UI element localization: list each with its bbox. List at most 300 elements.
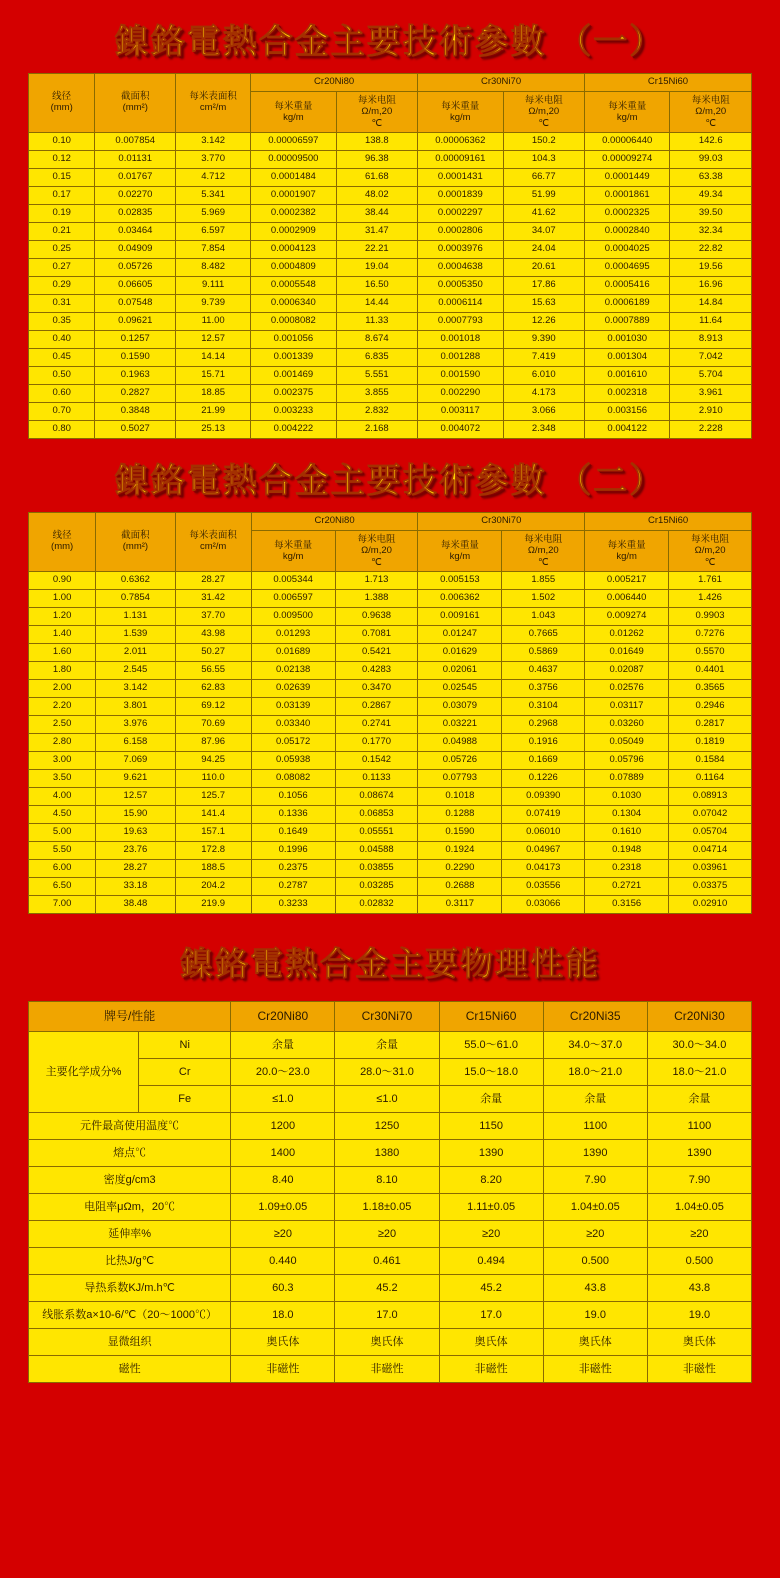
- table-cell: 0.0006189: [585, 295, 670, 313]
- table-cell: 30.0～34.0: [647, 1032, 751, 1059]
- table-cell: 0.2375: [251, 860, 335, 878]
- table-cell: 0.05726: [418, 752, 502, 770]
- table-row: [29, 770, 752, 788]
- table-cell: 0.0005350: [418, 277, 503, 295]
- table-cell: 0.5570: [669, 644, 752, 662]
- table-cell: 1.388: [335, 590, 418, 608]
- header-weight-2: 每米重量 kg/m: [418, 531, 502, 572]
- header-alloy-grade: Cr30Ni70: [335, 1002, 439, 1032]
- table-row: [29, 421, 752, 439]
- table-row: [29, 187, 752, 205]
- row-label-property: 线胀系数a×10-6/℃（20～1000℃）: [29, 1302, 231, 1329]
- table-cell: 49.34: [670, 187, 752, 205]
- table-cell: 奥氏体: [231, 1329, 335, 1356]
- row-label-element: Cr: [139, 1059, 231, 1086]
- table-cell: 41.62: [503, 205, 584, 223]
- table-cell: 8.40: [231, 1167, 335, 1194]
- table-cell: 43.8: [647, 1275, 751, 1302]
- table-cell: 0.07419: [502, 806, 585, 824]
- table-cell: 33.18: [96, 878, 175, 896]
- table-cell: 非磁性: [335, 1356, 439, 1383]
- table-cell: 0.05172: [251, 734, 335, 752]
- table-cell: 9.621: [96, 770, 175, 788]
- table-cell: 3.00: [29, 752, 96, 770]
- table-cell: 0.0005548: [251, 277, 336, 295]
- table-cell: 0.1590: [95, 349, 176, 367]
- table-cell: 12.57: [96, 788, 175, 806]
- table-cell: 0.1226: [502, 770, 585, 788]
- header-diameter: 线径 (mm): [29, 513, 96, 572]
- table-cell: 0.02910: [669, 896, 752, 914]
- table-cell: 0.5421: [335, 644, 418, 662]
- table-cell: 0.0001449: [585, 169, 670, 187]
- table-cell: 5.341: [176, 187, 251, 205]
- table-cell: 0.500: [543, 1248, 647, 1275]
- table-row: [29, 1275, 752, 1302]
- table-cell: 6.50: [29, 878, 96, 896]
- table-cell: 0.003156: [585, 403, 670, 421]
- table-row: [29, 608, 752, 626]
- table-cell: 0.01293: [251, 626, 335, 644]
- table-cell: 31.42: [175, 590, 251, 608]
- table-cell: 0.3233: [251, 896, 335, 914]
- table-cell: 0.1164: [669, 770, 752, 788]
- table-cell: 0.2867: [335, 698, 418, 716]
- table-cell: 3.142: [176, 133, 251, 151]
- table-cell: 15.63: [503, 295, 584, 313]
- table-cell: 0.1610: [585, 824, 669, 842]
- table-cell: 1.855: [502, 572, 585, 590]
- table-row: [29, 151, 752, 169]
- table-cell: 55.0～61.0: [439, 1032, 543, 1059]
- table-row: [29, 403, 752, 421]
- table-cell: 22.82: [670, 241, 752, 259]
- table-cell: 0.1257: [95, 331, 176, 349]
- table-cell: 0.1770: [335, 734, 418, 752]
- table-cell: 14.44: [336, 295, 417, 313]
- table-cell: 32.34: [670, 223, 752, 241]
- table-row: [29, 572, 752, 590]
- table-cell: 0.0004123: [251, 241, 336, 259]
- table-cell: 0.00006597: [251, 133, 336, 151]
- table-cell: 0.009274: [585, 608, 669, 626]
- table-cell: 2.20: [29, 698, 96, 716]
- row-label-element: Ni: [139, 1032, 231, 1059]
- header-alloy-grade: Cr15Ni60: [439, 1002, 543, 1032]
- table-cell: 0.90: [29, 572, 96, 590]
- table-cell: ≥20: [439, 1221, 543, 1248]
- table-row: [29, 169, 752, 187]
- table-cell: 0.03855: [335, 860, 418, 878]
- table-row: [29, 860, 752, 878]
- table-cell: 5.00: [29, 824, 96, 842]
- physical-properties-table: [28, 1001, 752, 1383]
- header-group-cr30ni70: Cr30Ni70: [418, 74, 585, 92]
- table-cell: 0.05938: [251, 752, 335, 770]
- table-cell: 0.02835: [95, 205, 176, 223]
- table-cell: 60.3: [231, 1275, 335, 1302]
- table-cell: 0.04909: [95, 241, 176, 259]
- table-cell: ≤1.0: [231, 1086, 335, 1113]
- table-row: [29, 644, 752, 662]
- table-cell: 16.96: [670, 277, 752, 295]
- table-cell: 125.7: [175, 788, 251, 806]
- header-resistance-1: 每米电阻 Ω/m,20 ℃: [336, 91, 417, 132]
- table-cell: 0.29: [29, 277, 95, 295]
- table-cell: 0.03139: [251, 698, 335, 716]
- table-cell: 4.712: [176, 169, 251, 187]
- table-cell: 0.08082: [251, 770, 335, 788]
- table-cell: 0.494: [439, 1248, 543, 1275]
- header-group-cr15ni60: Cr15Ni60: [585, 74, 752, 92]
- table-cell: 0.01767: [95, 169, 176, 187]
- table-cell: 1.131: [96, 608, 175, 626]
- table-cell: 0.006440: [585, 590, 669, 608]
- table-cell: 余量: [231, 1032, 335, 1059]
- table-cell: 3.50: [29, 770, 96, 788]
- table-cell: 0.001339: [251, 349, 336, 367]
- table-cell: 138.8: [336, 133, 417, 151]
- table-cell: 1.04±0.05: [543, 1194, 647, 1221]
- header-resistance-3: 每米电阻 Ω/m,20 ℃: [669, 531, 752, 572]
- table-cell: 0.1056: [251, 788, 335, 806]
- table-cell: 2.910: [670, 403, 752, 421]
- row-label-property: 磁性: [29, 1356, 231, 1383]
- table-cell: 18.0: [231, 1302, 335, 1329]
- table-cell: 0.0001907: [251, 187, 336, 205]
- table-cell: 63.38: [670, 169, 752, 187]
- table-cell: 奥氏体: [647, 1329, 751, 1356]
- table-cell: 12.57: [176, 331, 251, 349]
- table-cell: 15.0～18.0: [439, 1059, 543, 1086]
- table-row: [29, 385, 752, 403]
- table-cell: 0.3104: [502, 698, 585, 716]
- row-label-property: 导热系数KJ/m.h℃: [29, 1275, 231, 1302]
- table-cell: 1.713: [335, 572, 418, 590]
- table-cell: 1390: [439, 1140, 543, 1167]
- table-cell: 1.09±0.05: [231, 1194, 335, 1221]
- table-cell: 0.5027: [95, 421, 176, 439]
- table-header: [29, 513, 752, 572]
- table-cell: 2.545: [96, 662, 175, 680]
- table-cell: 0.001590: [418, 367, 503, 385]
- table-row: [29, 752, 752, 770]
- table-cell: 20.61: [503, 259, 584, 277]
- table-cell: 19.56: [670, 259, 752, 277]
- table-cell: 0.1018: [418, 788, 502, 806]
- table-cell: 0.08674: [335, 788, 418, 806]
- table-cell: 0.21: [29, 223, 95, 241]
- table-cell: 余量: [335, 1032, 439, 1059]
- table-cell: 3.801: [96, 698, 175, 716]
- table-row: [29, 1248, 752, 1275]
- table-cell: 0.7276: [669, 626, 752, 644]
- table-header-row: [29, 1002, 752, 1032]
- table-cell: 0.03285: [335, 878, 418, 896]
- table-cell: 5.50: [29, 842, 96, 860]
- table-row: [29, 1194, 752, 1221]
- table-row: [29, 1140, 752, 1167]
- table-row: [29, 824, 752, 842]
- table-cell: 0.04588: [335, 842, 418, 860]
- table-cell: 0.004122: [585, 421, 670, 439]
- table-cell: 0.007854: [95, 133, 176, 151]
- table-cell: 19.63: [96, 824, 175, 842]
- table-cell: 8.10: [335, 1167, 439, 1194]
- table-cell: 0.0004638: [418, 259, 503, 277]
- table-cell: 17.86: [503, 277, 584, 295]
- table-cell: 31.47: [336, 223, 417, 241]
- table-cell: 0.3156: [585, 896, 669, 914]
- table-cell: 0.0004695: [585, 259, 670, 277]
- table-cell: 51.99: [503, 187, 584, 205]
- table-cell: 7.00: [29, 896, 96, 914]
- table-cell: 0.0002909: [251, 223, 336, 241]
- table-cell: 0.19: [29, 205, 95, 223]
- table-cell: 0.50: [29, 367, 95, 385]
- table-cell: 12.26: [503, 313, 584, 331]
- table-cell: 62.83: [175, 680, 251, 698]
- table-row: [29, 331, 752, 349]
- table-row: [29, 349, 752, 367]
- table-cell: 3.066: [503, 403, 584, 421]
- table-row: [29, 896, 752, 914]
- table-cell: 0.00006440: [585, 133, 670, 151]
- table-cell: 0.0001431: [418, 169, 503, 187]
- header-alloy-grade: Cr20Ni80: [231, 1002, 335, 1032]
- table-body-2: [29, 572, 752, 914]
- table-cell: 0.35: [29, 313, 95, 331]
- table-cell: 0.01649: [585, 644, 669, 662]
- table-body-3: [29, 1002, 752, 1383]
- table-cell: 0.2741: [335, 716, 418, 734]
- table-cell: 14.14: [176, 349, 251, 367]
- table-cell: 0.27: [29, 259, 95, 277]
- table-cell: 1.502: [502, 590, 585, 608]
- table-cell: 0.004072: [418, 421, 503, 439]
- table-cell: 0.1916: [502, 734, 585, 752]
- table-cell: 0.2817: [669, 716, 752, 734]
- table-cell: 0.001056: [251, 331, 336, 349]
- table-cell: 9.390: [503, 331, 584, 349]
- table-cell: 4.50: [29, 806, 96, 824]
- table-cell: 7.854: [176, 241, 251, 259]
- table-cell: 1250: [335, 1113, 439, 1140]
- table-cell: 48.02: [336, 187, 417, 205]
- table-cell: 38.44: [336, 205, 417, 223]
- table-cell: 11.64: [670, 313, 752, 331]
- table-cell: 余量: [439, 1086, 543, 1113]
- table-cell: 9.739: [176, 295, 251, 313]
- table-cell: 0.1584: [669, 752, 752, 770]
- table-cell: 0.001469: [251, 367, 336, 385]
- table-cell: 1.539: [96, 626, 175, 644]
- table-cell: 0.60: [29, 385, 95, 403]
- table-cell: 141.4: [175, 806, 251, 824]
- table-cell: 0.02138: [251, 662, 335, 680]
- table-cell: 0.09621: [95, 313, 176, 331]
- table-cell: 3.142: [96, 680, 175, 698]
- table-cell: 0.005217: [585, 572, 669, 590]
- table-row: [29, 1329, 752, 1356]
- table-cell: 25.13: [176, 421, 251, 439]
- header-alloy-grade: Cr20Ni35: [543, 1002, 647, 1032]
- table-cell: 0.04988: [418, 734, 502, 752]
- table-cell: 6.835: [336, 349, 417, 367]
- table-cell: 1390: [647, 1140, 751, 1167]
- table-cell: 0.05704: [669, 824, 752, 842]
- table-cell: 0.06853: [335, 806, 418, 824]
- table-cell: 1.04±0.05: [647, 1194, 751, 1221]
- header-group-cr20ni80: Cr20Ni80: [251, 74, 418, 92]
- table-cell: 0.03961: [669, 860, 752, 878]
- table-cell: 0.40: [29, 331, 95, 349]
- table-cell: 0.9638: [335, 608, 418, 626]
- table-cell: 0.03079: [418, 698, 502, 716]
- table-cell: 39.50: [670, 205, 752, 223]
- table-cell: 0.003117: [418, 403, 503, 421]
- header-weight-3: 每米重量 kg/m: [585, 91, 670, 132]
- table-cell: 7.90: [647, 1167, 751, 1194]
- table-cell: 0.02087: [585, 662, 669, 680]
- table-cell: 0.0002840: [585, 223, 670, 241]
- table-cell: 3.855: [336, 385, 417, 403]
- table-cell: 2.011: [96, 644, 175, 662]
- table-cell: 21.99: [176, 403, 251, 421]
- table-row: [29, 277, 752, 295]
- table-row: [29, 1302, 752, 1329]
- table-cell: 0.3756: [502, 680, 585, 698]
- header-group-cr30ni70: Cr30Ni70: [418, 513, 585, 531]
- header-weight-1: 每米重量 kg/m: [251, 91, 336, 132]
- table-cell: 11.33: [336, 313, 417, 331]
- table-cell: 0.001610: [585, 367, 670, 385]
- table-row: [29, 878, 752, 896]
- table-row: [29, 1167, 752, 1194]
- table-cell: 19.04: [336, 259, 417, 277]
- table-cell: 0.2946: [669, 698, 752, 716]
- table-cell: 69.12: [175, 698, 251, 716]
- table-cell: 0.9903: [669, 608, 752, 626]
- table-cell: 0.009161: [418, 608, 502, 626]
- table-cell: 0.006362: [418, 590, 502, 608]
- table-row: [29, 259, 752, 277]
- row-label-property: 显微组织: [29, 1329, 231, 1356]
- table-cell: 8.482: [176, 259, 251, 277]
- table-cell: 219.9: [175, 896, 251, 914]
- table-row: [29, 223, 752, 241]
- table-cell: 1.11±0.05: [439, 1194, 543, 1221]
- table-cell: 99.03: [670, 151, 752, 169]
- table-cell: 0.001030: [585, 331, 670, 349]
- row-label-property: 比热J/g℃: [29, 1248, 231, 1275]
- table-cell: 0.03260: [585, 716, 669, 734]
- table-cell: 0.002318: [585, 385, 670, 403]
- table-cell: 0.2787: [251, 878, 335, 896]
- table-cell: ≥20: [231, 1221, 335, 1248]
- table-cell: 0.7665: [502, 626, 585, 644]
- table-cell: 0.005153: [418, 572, 502, 590]
- table-cell: 0.2688: [418, 878, 502, 896]
- table-cell: 7.90: [543, 1167, 647, 1194]
- table-cell: 0.2827: [95, 385, 176, 403]
- table-cell: 22.21: [336, 241, 417, 259]
- header-diameter: 线径 (mm): [29, 74, 95, 133]
- table-cell: 1.00: [29, 590, 96, 608]
- table-cell: 0.006597: [251, 590, 335, 608]
- table-row: [29, 295, 752, 313]
- table-cell: 0.2721: [585, 878, 669, 896]
- table-cell: 23.76: [96, 842, 175, 860]
- table-cell: 0.06010: [502, 824, 585, 842]
- table-cell: 非磁性: [231, 1356, 335, 1383]
- table-cell: 104.3: [503, 151, 584, 169]
- table-header: [29, 74, 752, 133]
- table-cell: 0.03375: [669, 878, 752, 896]
- table-cell: 110.0: [175, 770, 251, 788]
- table-cell: 0.01247: [418, 626, 502, 644]
- table-cell: 1100: [543, 1113, 647, 1140]
- table-cell: 0.1590: [418, 824, 502, 842]
- page-title-3: 鎳鉻電熱合金主要物理性能: [180, 947, 600, 984]
- table-cell: 0.1996: [251, 842, 335, 860]
- table-cell: 96.38: [336, 151, 417, 169]
- table-cell: 0.01629: [418, 644, 502, 662]
- header-area: 截面积 (mm²): [95, 74, 176, 133]
- table-cell: 0.4637: [502, 662, 585, 680]
- table-cell: 157.1: [175, 824, 251, 842]
- table-cell: 0.02545: [418, 680, 502, 698]
- table-cell: 0.03464: [95, 223, 176, 241]
- table-row: [29, 205, 752, 223]
- table-cell: 15.90: [96, 806, 175, 824]
- header-resistance-3: 每米电阻 Ω/m,20 ℃: [670, 91, 752, 132]
- table-cell: 0.17: [29, 187, 95, 205]
- table-cell: 6.597: [176, 223, 251, 241]
- table-cell: 0.2968: [502, 716, 585, 734]
- table-cell: 奥氏体: [439, 1329, 543, 1356]
- table-cell: ≤1.0: [335, 1086, 439, 1113]
- table-cell: 15.71: [176, 367, 251, 385]
- table-cell: ≥20: [335, 1221, 439, 1248]
- table-cell: 0.3565: [669, 680, 752, 698]
- table-row: [29, 1221, 752, 1248]
- table-cell: 0.1304: [585, 806, 669, 824]
- table-cell: 5.704: [670, 367, 752, 385]
- table-cell: 6.158: [96, 734, 175, 752]
- table-cell: 2.168: [336, 421, 417, 439]
- table-cell: 0.3470: [335, 680, 418, 698]
- table-cell: 1.40: [29, 626, 96, 644]
- table-cell: 0.04714: [669, 842, 752, 860]
- table-cell: 0.02832: [335, 896, 418, 914]
- table-row: [29, 734, 752, 752]
- header-alloy-grade: Cr20Ni30: [647, 1002, 751, 1032]
- tech-params-table-1: [28, 73, 752, 439]
- row-label-property: 延伸率%: [29, 1221, 231, 1248]
- table-row: [29, 626, 752, 644]
- table-cell: 0.05049: [585, 734, 669, 752]
- table-cell: 2.80: [29, 734, 96, 752]
- table-cell: 0.07889: [585, 770, 669, 788]
- table-cell: 7.419: [503, 349, 584, 367]
- header-weight-1: 每米重量 kg/m: [251, 531, 335, 572]
- table-row: [29, 590, 752, 608]
- table-cell: 28.27: [96, 860, 175, 878]
- table-cell: 37.70: [175, 608, 251, 626]
- table-cell: 0.2290: [418, 860, 502, 878]
- table-cell: 17.0: [439, 1302, 543, 1329]
